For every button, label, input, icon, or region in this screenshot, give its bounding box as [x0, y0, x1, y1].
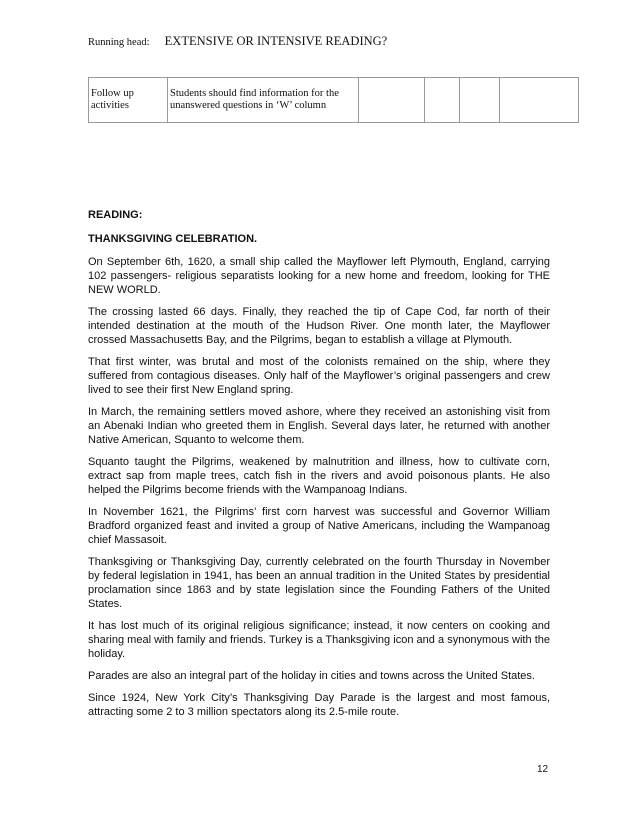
- table-cell-label: Follow up activities: [89, 78, 168, 123]
- table-cell-empty: [500, 78, 579, 123]
- paragraph: In November 1621, the Pilgrims’ first corn harvest was successful and Governor William Bradford organized feast and invited a group of Native Americans, including the Wampanoag chief Massasoit.: [88, 506, 550, 546]
- paragraph: Since 1924, New York City’s Thanksgiving Day Parade is the largest and most famous, attracting some 2 to 3 million spectators along its 2.5-mile route.: [88, 692, 550, 718]
- paragraph: On September 6th, 1620, a small ship called the Mayflower left Plymouth, England, carrying 102 passengers- religious separatists looking for a new home and freedom, looking for THE NEW WORLD.: [88, 256, 550, 296]
- paragraph: Squanto taught the Pilgrims, weakened by malnutrition and illness, how to cultivate corn, extract sap from maple trees, catch fish in the rivers and avoid poisonous plants. He also helped the Pilgrims become friends with the Wampanoag Indians.: [88, 456, 550, 496]
- paragraph: That first winter, was brutal and most of the colonists remained on the ship, where they suffered from contagious diseases. Only half of the Mayflower’s original passengers and crew lived to see their first New England spring.: [88, 356, 550, 396]
- table-cell-empty: [425, 78, 460, 123]
- paragraph: It has lost much of its original religious significance; instead, it now centers on cooking and sharing meal with family and friends. Turkey is a Thanksgiving icon and a synonymous with the holiday.: [88, 620, 550, 660]
- page-number: 12: [537, 764, 549, 775]
- table-row: [89, 78, 579, 123]
- paragraph: In March, the remaining settlers moved ashore, where they received an astonishing visit from an Abenaki Indian who greeted them in English. Several days later, he returned with another Native American, Squanto to welcome them.: [88, 406, 550, 446]
- paragraph: Thanksgiving or Thanksgiving Day, currently celebrated on the fourth Thursday in November by federal legislation in 1941, has been an annual tradition in the United States by presidential proclamation since 1863 and by state legislation since the Founding Fathers of the United States.: [88, 556, 550, 610]
- paragraph: The crossing lasted 66 days. Finally, they reached the tip of Cape Cod, far north of their intended destination at the mouth of the Hudson River. One month later, the Mayflower crossed Massachusetts Bay, and the Pilgrims, began to establish a village at Plymouth.: [88, 306, 550, 346]
- section-heading: READING:: [88, 209, 143, 221]
- reading-content: [88, 208, 550, 727]
- table-cell-empty: [460, 78, 500, 123]
- running-head-label: Running head:: [88, 37, 150, 48]
- lesson-plan-table: [88, 77, 579, 123]
- running-head-title: EXTENSIVE OR INTENSIVE READING?: [164, 34, 388, 48]
- running-head: [88, 34, 387, 49]
- article-title: THANKSGIVING CELEBRATION.: [88, 233, 258, 245]
- paragraph: Parades are also an integral part of the holiday in cities and towns across the United States.: [88, 670, 535, 682]
- table-cell-empty: [359, 78, 425, 123]
- table-cell-description: Students should find information for the unanswered questions in ‘W’ column: [168, 78, 359, 123]
